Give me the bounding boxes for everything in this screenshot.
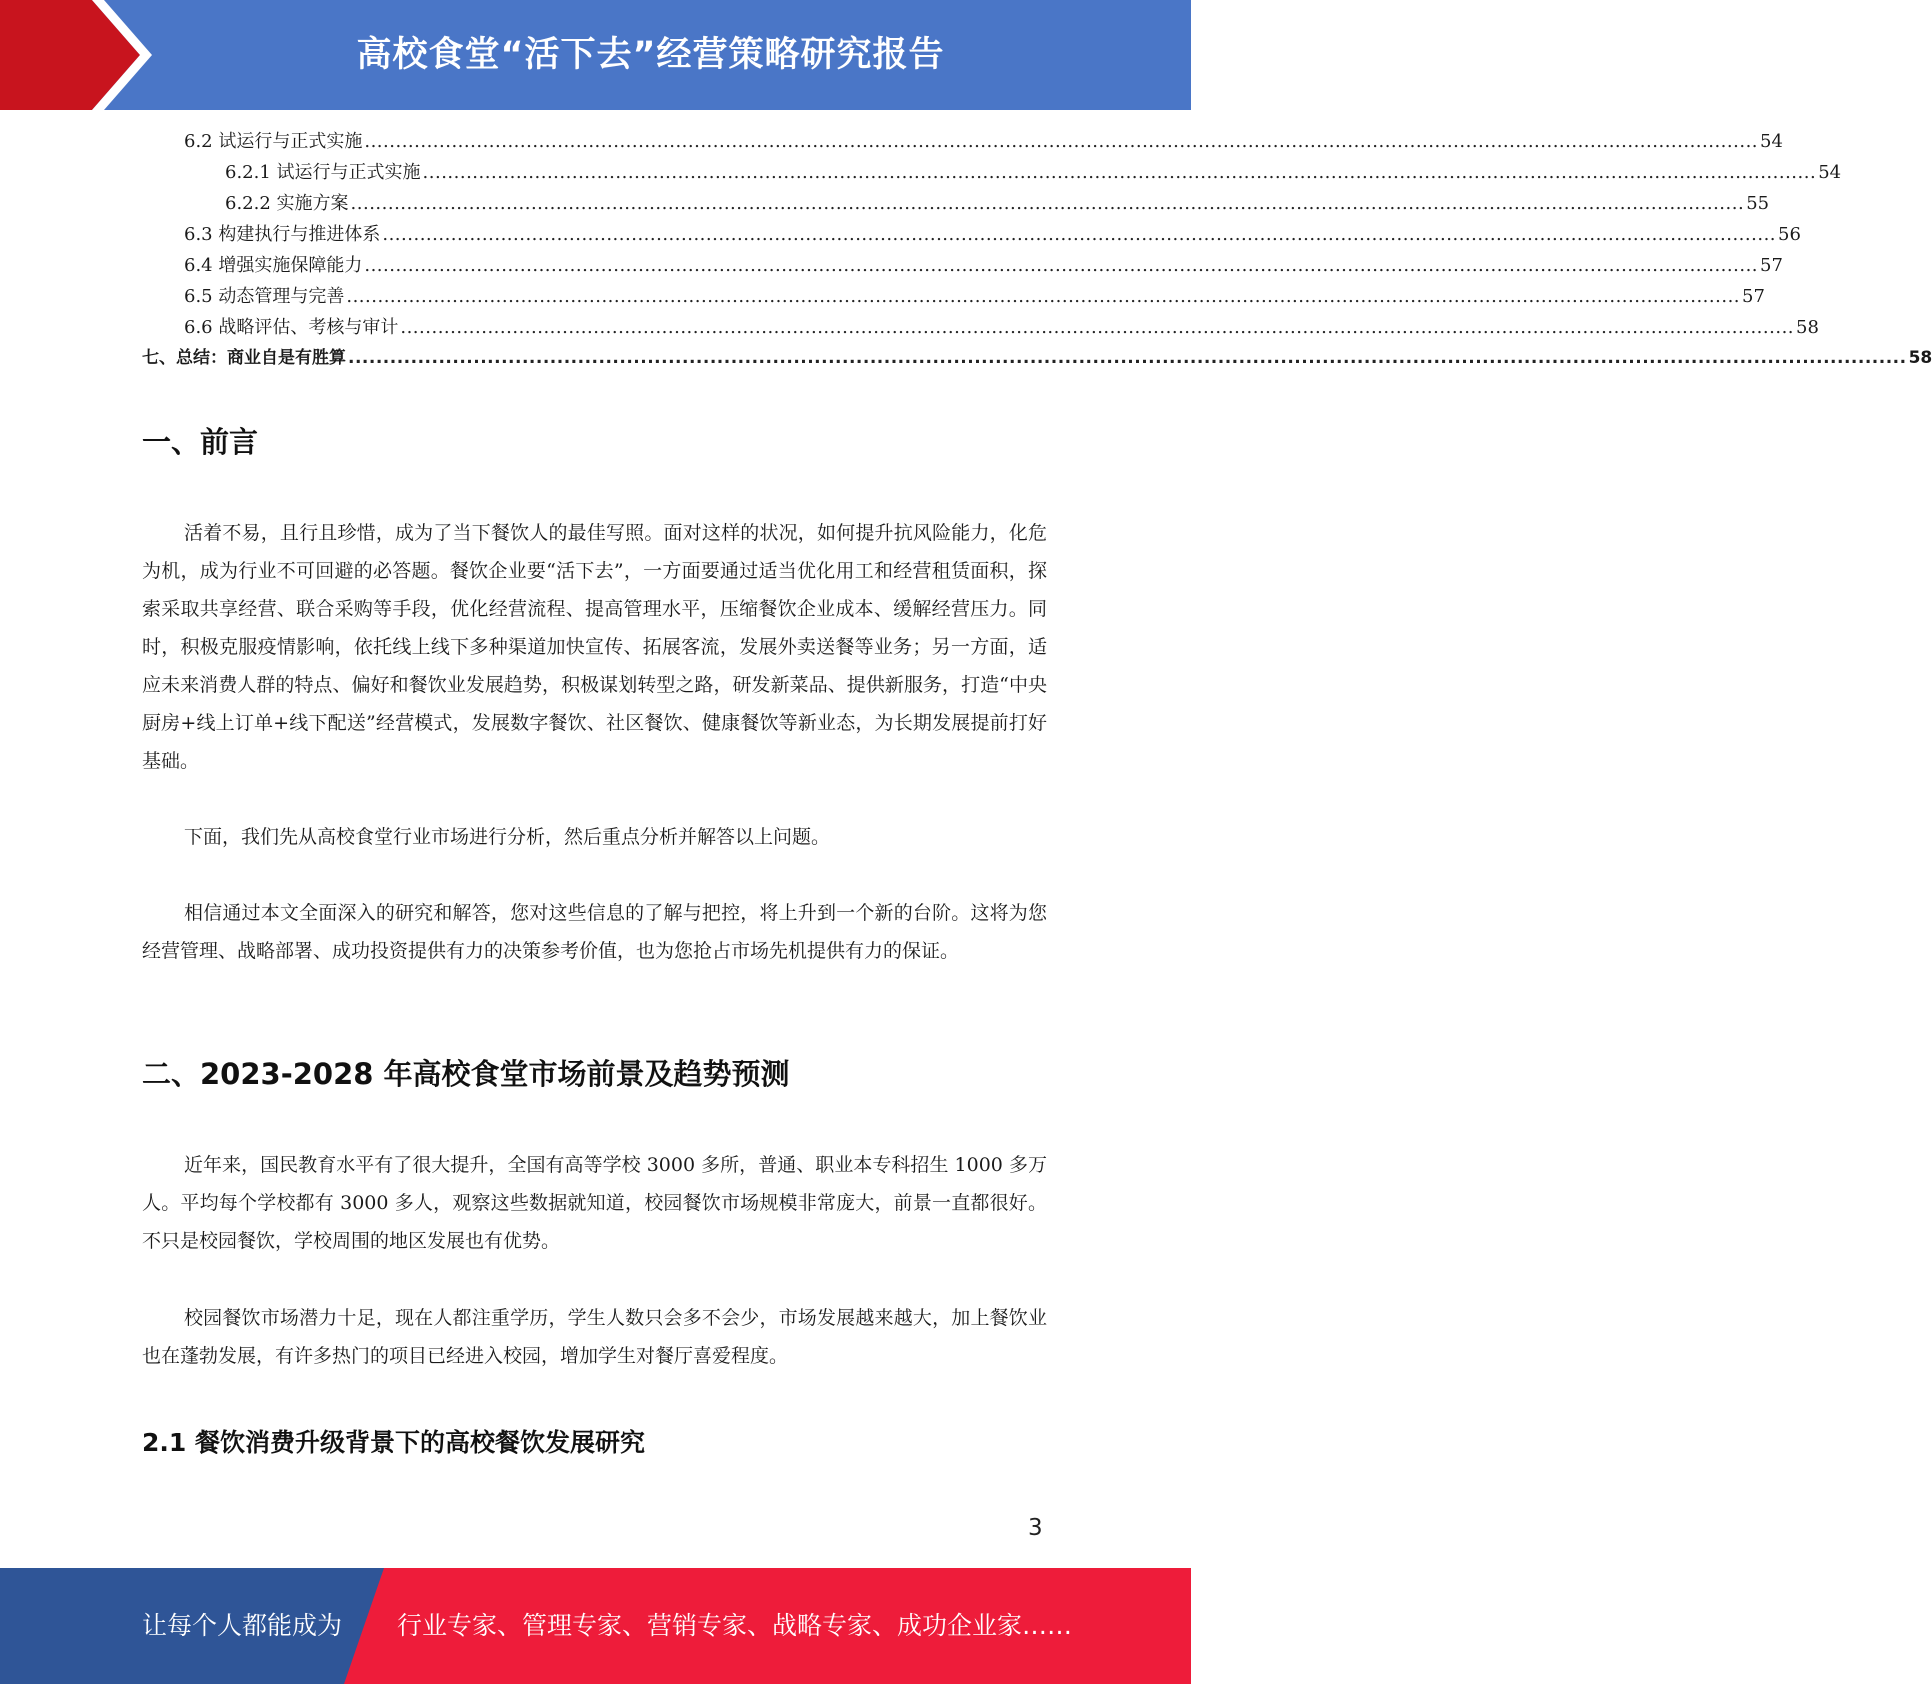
section-heading-market-outlook: 二、2023-2028 年高校食堂市场前景及趋势预测 xyxy=(142,1057,790,1091)
header-chevron-graphic xyxy=(0,0,160,110)
footer-slogan-right: 行业专家、管理专家、营销专家、战略专家、成功企业家…… xyxy=(397,1611,1073,1640)
toc-entry[interactable] xyxy=(184,250,1783,281)
toc-leader-dots: ................................................................................................................................................................................................................................ xyxy=(348,348,1907,368)
toc-entry-label: 6.2.2 实施方案 xyxy=(225,193,349,214)
toc-entry-label: 6.2 试运行与正式实施 xyxy=(184,131,363,152)
paragraph: 近年来，国民教育水平有了很大提升，全国有高等学校 3000 多所，普通、职业本专科招生 1000 多万人。平均每个学校都有 3000 多人，观察这些数据就知道，校园餐饮市场规模非常庞大，前景一直都很好。不只是校园餐饮，学校周围的地区发展也有优势。 xyxy=(142,1154,1047,1252)
paragraph: 下面，我们先从高校食堂行业市场进行分析，然后重点分析并解答以上问题。 xyxy=(184,826,831,848)
toc-entry-label: 6.3 构建执行与推进体系 xyxy=(184,224,381,245)
toc-entry-label: 6.2.1 试运行与正式实施 xyxy=(225,162,421,183)
toc-entry[interactable] xyxy=(225,157,1842,188)
toc-entry-label: 6.5 动态管理与完善 xyxy=(184,286,345,307)
toc-leader-dots: ................................................................................................................................................................................................................................ xyxy=(400,317,1795,338)
toc-entry-page: 55 xyxy=(1746,193,1770,214)
toc-entry[interactable] xyxy=(225,188,1770,219)
subsection-heading: 2.1 餐饮消费升级背景下的高校餐饮发展研究 xyxy=(142,1428,645,1457)
page-number: 3 xyxy=(1028,1515,1043,1541)
toc-entry[interactable] xyxy=(184,312,1819,343)
toc-leader-dots: ................................................................................................................................................................................................................................ xyxy=(346,286,1741,307)
toc-entry-page: 56 xyxy=(1778,224,1801,245)
toc-entry-page: 58 xyxy=(1908,348,1932,368)
toc-entry-label: 6.6 战略评估、考核与审计 xyxy=(184,317,399,338)
toc-entry-page: 57 xyxy=(1742,286,1765,307)
toc-entry[interactable] xyxy=(184,281,1765,312)
chevron-red-shape xyxy=(0,0,140,110)
paragraph: 活着不易，且行且珍惜，成为了当下餐饮人的最佳写照。面对这样的状况，如何提升抗风险能力，化危为机，成为行业不可回避的必答题。餐饮企业要“活下去”，一方面要通过适当优化用工和经营租赁面积，探索采取共享经营、联合采购等手段，优化经营流程、提高管理水平，压缩餐饮企业成本、缓解经营压力。同时，积极克服疫情影响，依托线上线下多种渠道加快宣传、拓展客流，发展外卖送餐等业务；另一方面，适应未来消费人群的特点、偏好和餐饮业发展趋势，积极谋划转型之路，研发新菜品、提供新服务，打造“中央厨房+线上订单+线下配送”经营模式，发展数字餐饮、社区餐饮、健康餐饮等新业态，为长期发展提前打好基础。 xyxy=(142,522,1047,772)
footer-banner xyxy=(0,1568,1191,1684)
toc-entry-page: 54 xyxy=(1760,131,1783,152)
toc-entry-page: 57 xyxy=(1760,255,1783,276)
toc-leader-dots: ................................................................................................................................................................................................................................ xyxy=(364,255,1759,276)
toc-leader-dots: ................................................................................................................................................................................................................................ xyxy=(382,224,1777,245)
paragraph: 校园餐饮市场潜力十足，现在人都注重学历，学生人数只会多不会少，市场发展越来越大，加上餐饮业也在蓬勃发展，有许多热门的项目已经进入校园，增加学生对餐厅喜爱程度。 xyxy=(142,1307,1047,1367)
toc-entry[interactable] xyxy=(142,343,1932,374)
toc-entry-label: 6.4 增强实施保障能力 xyxy=(184,255,363,276)
toc-entry-page: 58 xyxy=(1796,317,1819,338)
report-header-band xyxy=(0,0,1191,110)
toc-entry[interactable] xyxy=(184,219,1801,250)
toc-entry[interactable] xyxy=(184,126,1783,157)
toc-entry-page: 54 xyxy=(1818,162,1842,183)
paragraph: 相信通过本文全面深入的研究和解答，您对这些信息的了解与把控，将上升到一个新的台阶。这将为您经营管理、战略部署、成功投资提供有力的决策参考价值，也为您抢占市场先机提供有力的保证。 xyxy=(142,902,1047,962)
toc-entry-label: 七、总结：商业自是有胜算 xyxy=(142,348,346,368)
toc-leader-dots: ................................................................................................................................................................................................................................ xyxy=(422,162,1817,183)
toc-leader-dots: ................................................................................................................................................................................................................................ xyxy=(350,193,1745,214)
report-title: 高校食堂“活下去”经营策略研究报告 xyxy=(356,35,945,75)
toc-leader-dots: ................................................................................................................................................................................................................................ xyxy=(364,131,1759,152)
section-heading-preface: 一、前言 xyxy=(142,425,259,459)
footer-slogan-left: 让每个人都能成为 xyxy=(142,1611,343,1640)
